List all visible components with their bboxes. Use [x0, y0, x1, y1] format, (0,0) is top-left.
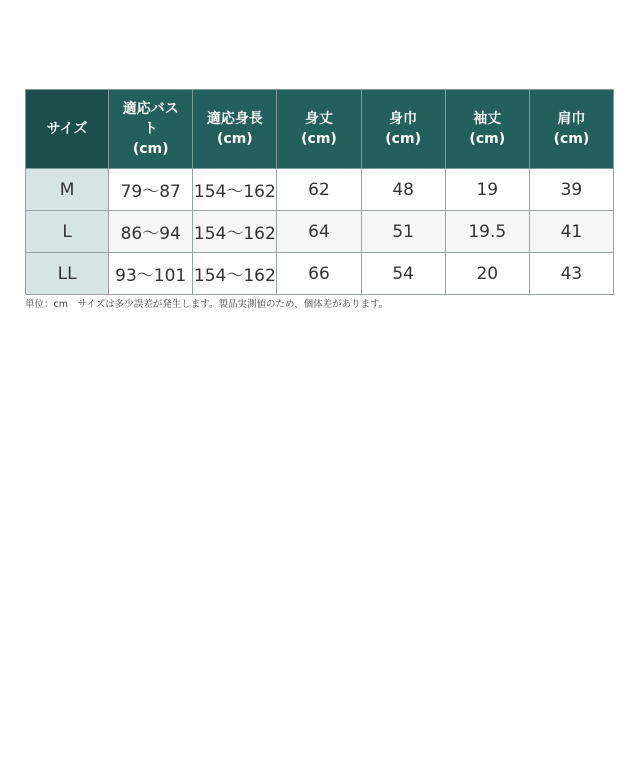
table-cell: 86〜94	[109, 211, 193, 253]
table-cell: 41	[529, 211, 613, 253]
header-body-width-unit: (cm)	[385, 131, 421, 147]
table-cell: 66	[277, 253, 361, 295]
header-shoulder-width	[529, 90, 613, 169]
header-bust-label: 適応バスト	[122, 101, 179, 137]
table-cell: 154〜162	[193, 211, 277, 253]
table-cell: 20	[445, 253, 529, 295]
table-cell: 39	[529, 169, 613, 211]
measurement-note: 単位：cm サイズは多少誤差が発生します。製品実測値のため、個体差があります。	[25, 299, 389, 310]
header-body-length-unit: (cm)	[301, 131, 337, 147]
header-row	[26, 90, 614, 169]
size-cell: L	[26, 211, 109, 253]
table-row	[26, 211, 614, 253]
table-body	[26, 169, 614, 295]
header-shoulder-width-label: 肩巾	[557, 111, 586, 127]
header-bust-unit: (cm)	[132, 141, 169, 157]
table-cell: 48	[361, 169, 445, 211]
header-sleeve-length-label: 袖丈	[473, 111, 502, 127]
table-cell: 43	[529, 253, 613, 295]
header-shoulder-width-unit: (cm)	[553, 131, 590, 147]
table-row	[26, 169, 614, 211]
header-body-length-label: 身丈	[304, 111, 333, 127]
table-cell: 154〜162	[193, 169, 277, 211]
table-cell: 62	[277, 169, 361, 211]
header-size: サイズ	[26, 90, 109, 169]
size-chart-table	[25, 89, 614, 295]
header-height	[193, 90, 277, 169]
header-body-length	[277, 90, 361, 169]
table-cell: 79〜87	[109, 169, 193, 211]
table-cell: 19.5	[445, 211, 529, 253]
table-cell: 93〜101	[109, 253, 193, 295]
table-cell: 154〜162	[193, 253, 277, 295]
header-body-width	[361, 90, 445, 169]
size-cell: M	[26, 169, 109, 211]
header-body-width-label: 身巾	[389, 111, 418, 127]
header-sleeve-length	[445, 90, 529, 169]
table-header	[26, 90, 614, 169]
header-height-unit: (cm)	[217, 131, 253, 147]
header-sleeve-length-unit: (cm)	[469, 131, 506, 147]
table-cell: 19	[445, 169, 529, 211]
table-cell: 51	[361, 211, 445, 253]
table-cell: 54	[361, 253, 445, 295]
size-cell: LL	[26, 253, 109, 295]
header-bust	[109, 90, 193, 169]
table-cell: 64	[277, 211, 361, 253]
table-row	[26, 253, 614, 295]
header-height-label: 適応身長	[206, 111, 263, 127]
